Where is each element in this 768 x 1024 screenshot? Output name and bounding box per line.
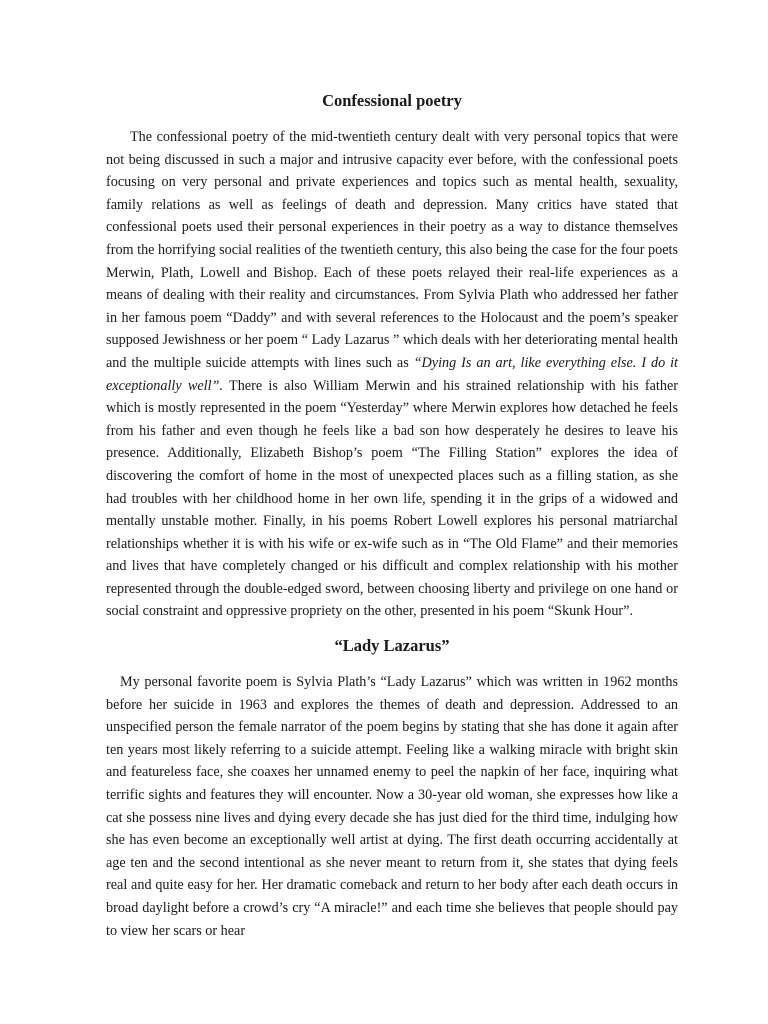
document-title: Confessional poetry <box>322 91 462 110</box>
section-heading: “Lady Lazarus” <box>334 636 450 656</box>
paragraph-confessional-poetry <box>106 126 678 623</box>
italic-quote: “Dying Is an art, like everything else. I do it exceptionally well”. <box>106 354 678 394</box>
paragraph-text: There is also William Merwin and his strained relationship with his father which is mostly represented in the poem “Yesterday” where Merwin explores how detached he feels from his father and even though he feels like a bad son how desperately he desires to leave his presence. Additionally, Elizabeth Bishop’s poem “The Filling Station” explores the idea of discovering the comfort of home in the most of unexpected places such as a filling station, as she had troubles with her childhood home in her own life, spending it in the grips of a widowed and mentally unstable mother. Finally, in his poems Robert Lowell explores his personal matriarchal relationships whether it is with his wife or ex-wife such as in “The Old Flame” and their memories and lives that have completely changed or his difficult and complex relationship with his mother represented through the double-edged sword, between choosing liberty and privilege on one hand or social constraint and oppressive propriety on the other, presented in his poem “Skunk Hour”. <box>106 377 678 620</box>
paragraph-lady-lazarus: My personal favorite poem is Sylvia Plath’s “Lady Lazarus” which was written in 1962 months before her suicide in 1963 and explores the themes of death and depression. Addressed to an unspecified person the female narrator of the poem begins by stating that she has done it again after ten years most likely referring to a suicide attempt. Feeling like a walking miracle with bright skin and featureless face, she coaxes her unnamed enemy to peel the napkin of her face, inquiring what terrific sights and features they will encounter. Now a 30-year old woman, she expresses how like a cat she possess nine lives and dying every decade she has just died for the third time, indulging how she has even become an exceptionally well artist at dying. The first death occurring accidentally at age ten and the second intentional as she never meant to return from it, she states that dying feels real and quite easy for her. Her dramatic comeback and return to her body after each death occurs in broad daylight before a crowd’s cry “A miracle!” and each time she believes that people should pay to view her scars or hear <box>106 674 678 939</box>
paragraph-text: The confessional poetry of the mid-twentieth century dealt with very personal topics that were not being discussed in such a major and intrusive capacity ever before, with the confessional poets focusing on very personal and private experiences and topics such as mental health, sexuality, family relations as well as feelings of death and depression. Many critics have stated that confessional poets used their personal experiences in their poetry as a way to distance themselves from the horrifying social realities of the twentieth century, this also being the case for the four poets Merwin, Plath, Lowell and Bishop. Each of these poets relayed their real-life experiences as a means of dealing with their reality and circumstances. From Sylvia Plath who addressed her father in her famous poem “Daddy” and with several references to the Holocaust and the poem’s speaker supposed Jewishness or her poem “ Lady Lazarus ” which deals with her deteriorating mental health and the multiple suicide attempts with lines such as <box>106 129 678 371</box>
document-page <box>106 90 678 942</box>
